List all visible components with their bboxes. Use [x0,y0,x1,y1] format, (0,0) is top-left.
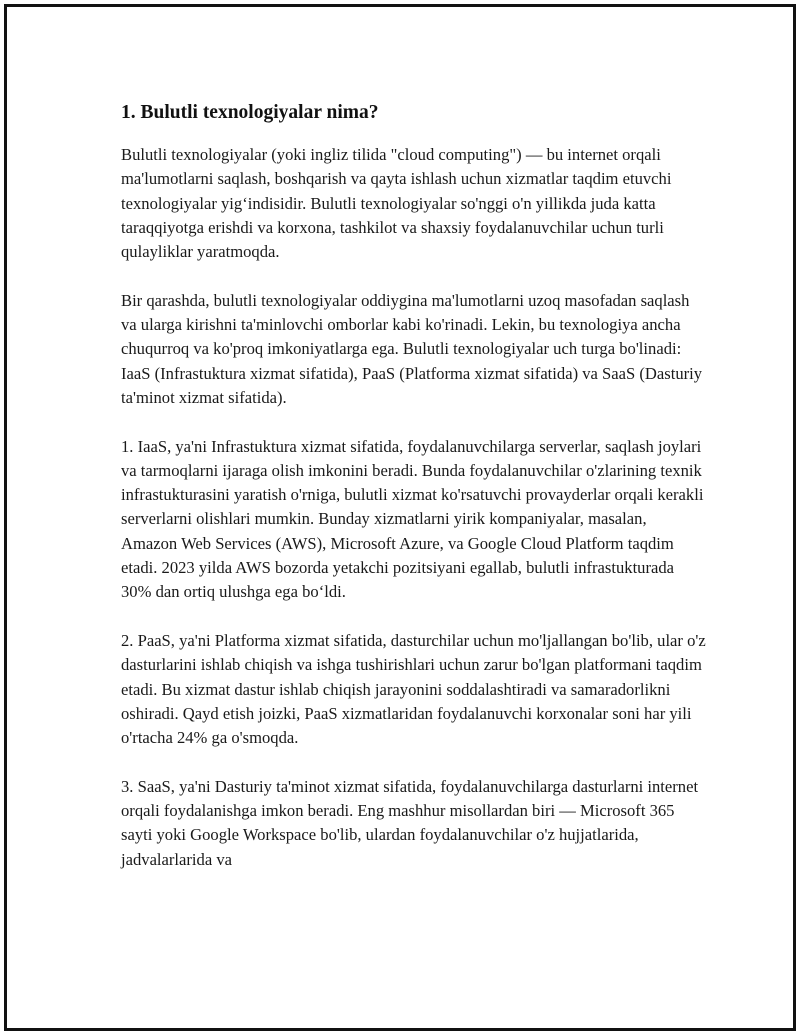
page-frame [4,4,796,1031]
paragraph-intro: Bulutli texnologiyalar (yoki ingliz tilida "cloud computing") — bu internet orqali ma'lumotlarni saqlash, boshqarish va qayta ishlash uchun xizmatlar taqdim etuvchi texnologiyalar yig‘indisidir. Bulutli texnologiyalar so'nggi o'n yillikda juda katta taraqqiyotga erishdi va korxona, tashkilot va shaxsiy foydalanuvchilar uchun turli qulayliklar yaratmoqda. [121,145,672,262]
section-heading: 1. Bulutli texnologiyalar nima? [121,102,379,123]
document-content [121,99,706,896]
paragraph-types-overview: Bir qarashda, bulutli texnologiyalar oddiygina ma'lumotlarni uzoq masofadan saqlash va ularga kirishni ta'minlovchi omborlar kabi ko'rinadi. Lekin, bu texnologiya ancha chuqurroq va ko'proq imkoniyatlarga ega. Bulutli texnologiyalar uch turga bo'linadi: IaaS (Infrastuktura xizmat sifatida), PaaS (Platforma xizmat sifatida) va SaaS (Dasturiy ta'minot xizmat sifatida). [121,290,703,407]
paragraph-iaas: 1. IaaS, ya'ni Infrastuktura xizmat sifatida, foydalanuvchilarga serverlar, saqlash joylari va tarmoqlarni ijaraga olish imkonini beradi. Bunda foydalanuvchilar o'zlarining texnik infrastukturasini yaratish o'rniga, bulutli xizmat ko'rsatuvchi provayderlar orqali kerakli serverlarni olishlari mumkin. Bunday xizmatlarni yirik kompaniyalar, masalan, Amazon Web Services (AWS), Microsoft Azure, va Google Cloud Platform taqdim etadi. 2023 yilda AWS bozorda yetakchi pozitsiyani egallab, bulutli infrastukturada 30% dan ortiq ulushga ega bo‘ldi. [121,436,704,602]
paragraph-saas: 3. SaaS, ya'ni Dasturiy ta'minot xizmat sifatida, foydalanuvchilarga dasturlarni internet orqali foydalanishga imkon beradi. Eng mashhur misollardan biri — Microsoft 365 sayti yoki Google Workspace bo'lib, ulardan foydalanuvchilar o'z hujjatlarida, jadvalarlarida va [121,776,699,869]
paragraph-paas: 2. PaaS, ya'ni Platforma xizmat sifatida, dasturchilar uchun mo'ljallangan bo'lib, ular o'z dasturlarini ishlab chiqish va ishga tushirishlari uchun zarur bo'lgan platformani taqdim etadi. Bu xizmat dastur ishlab chiqish jarayonini soddalashtiradi va samaradorlikni oshiradi. Qayd etish joizki, PaaS xizmatlaridan foydalanuvchi korxonalar soni har yili o'rtacha 24% ga o'smoqda. [121,630,706,748]
